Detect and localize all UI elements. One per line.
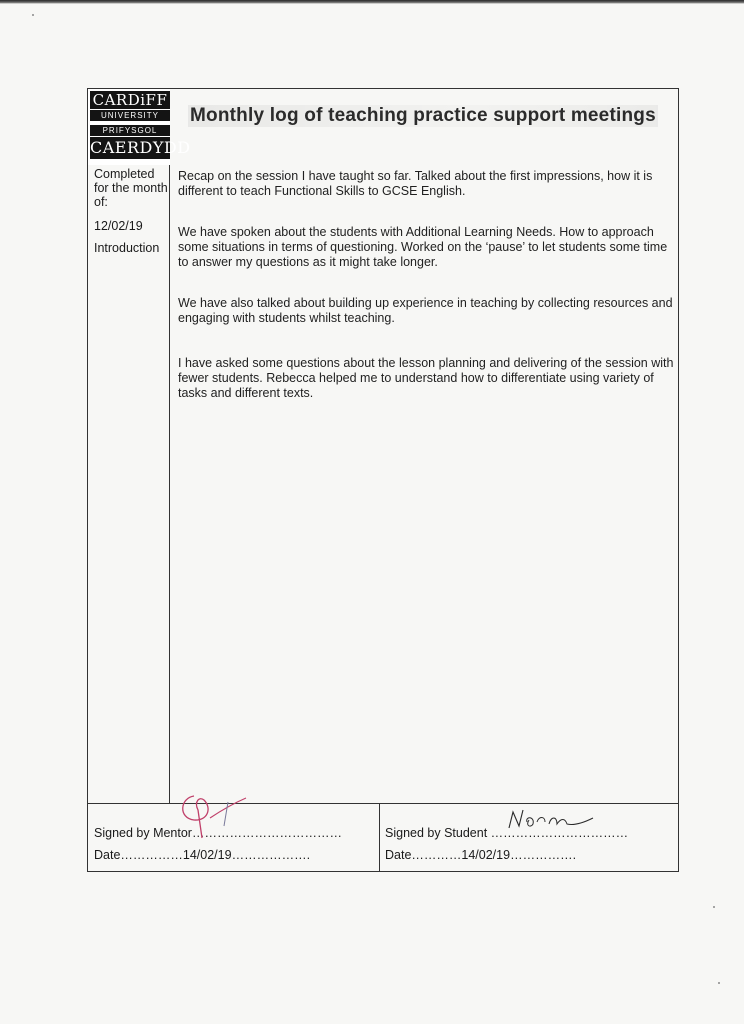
- logo-line: PRIFYSGOL: [90, 125, 170, 136]
- form-title: Monthly log of teaching practice support meetings: [190, 105, 656, 126]
- signature-row: [88, 803, 678, 872]
- mentor-signed-dots: ………………………………: [191, 826, 342, 840]
- cardiff-university-logo: [88, 89, 191, 165]
- meeting-notes: [178, 169, 674, 431]
- form-header: [88, 89, 678, 165]
- scan-top-edge: [0, 0, 744, 4]
- student-signed-label: Signed by Student: [385, 826, 488, 840]
- mentor-signature-icon: [172, 788, 262, 840]
- mentor-date-dots: ……………….: [231, 848, 311, 862]
- left-label-column: [88, 165, 170, 803]
- student-date-line: [385, 848, 576, 862]
- student-date-label: Date: [385, 848, 412, 862]
- mentor-date-label: Date: [94, 848, 121, 862]
- logo-line: UNIVERSITY: [90, 110, 170, 121]
- meeting-log-form: [87, 88, 679, 872]
- mentor-date-value: 14/02/19: [182, 848, 232, 862]
- mentor-signed-label: Signed by Mentor: [94, 826, 192, 840]
- logo-line: CARDiFF: [90, 91, 170, 109]
- student-date-dots: …………: [411, 848, 462, 862]
- scan-speck: [713, 906, 715, 908]
- mentor-date-line: [94, 848, 310, 862]
- notes-paragraph: We have also talked about building up experience in teaching by collecting resources and engaging with students whilst teaching.: [178, 296, 673, 325]
- student-signature-icon: [505, 804, 595, 834]
- month-date: 12/02/19: [94, 219, 143, 233]
- scan-speck: [32, 14, 34, 16]
- completed-label: Completed for the month of:: [94, 167, 168, 209]
- mentor-signature-cell: [94, 804, 374, 872]
- section-label: Introduction: [94, 241, 160, 255]
- notes-paragraph: Recap on the session I have taught so far. Talked about the first impressions, how it is different to teach Functional Skills to GCSE English.: [178, 169, 653, 198]
- scan-speck: [718, 982, 720, 984]
- student-signature-cell: [385, 804, 675, 872]
- notes-paragraph: I have asked some questions about the lesson planning and delivering of the session with fewer students. Rebecca helped me to understand how to differentiate using variety of tasks and different texts.: [178, 356, 674, 400]
- mentor-date-dots: ……………: [120, 848, 183, 862]
- notes-paragraph: We have spoken about the students with Additional Learning Needs. How to approach some situations in terms of questioning. Worked on the ‘pause’ to let students some time to answer my questions as it might take longer.: [178, 225, 668, 269]
- logo-line: CAERDYDD: [90, 138, 191, 157]
- student-signed-dots: ……………………………: [487, 826, 629, 840]
- student-date-value: 14/02/19: [461, 848, 511, 862]
- student-date-dots: …………….: [510, 848, 577, 862]
- signature-divider: [379, 804, 380, 872]
